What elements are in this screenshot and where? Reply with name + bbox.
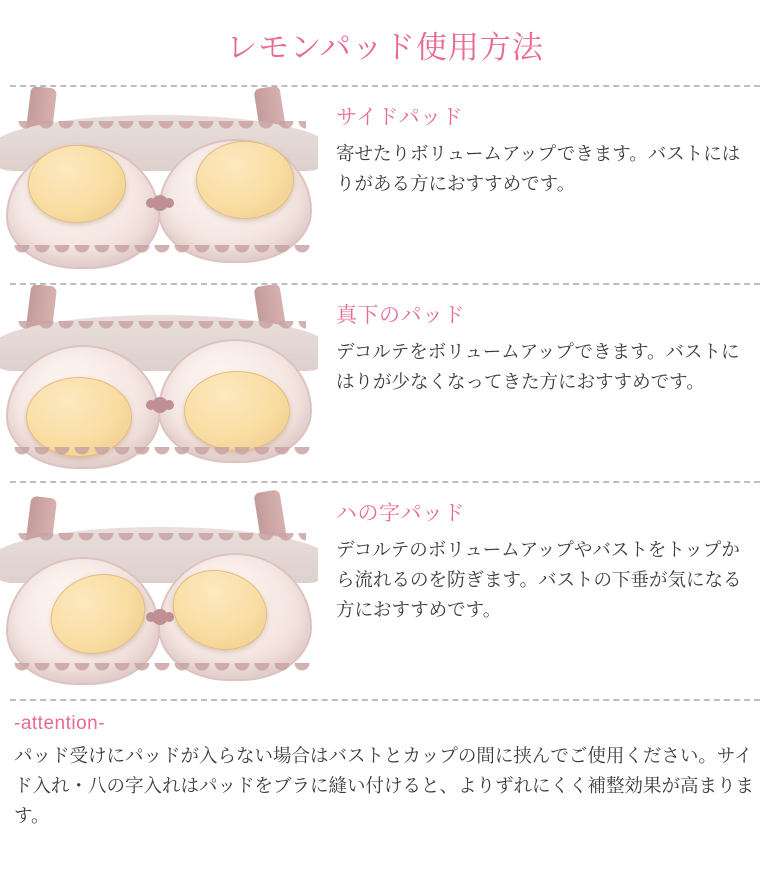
bra-center-bow — [152, 195, 168, 211]
bra-lace-trim — [16, 321, 306, 341]
page-title: レモンパッド使用方法 — [226, 30, 544, 65]
section-bottom-pad — [0, 285, 770, 481]
bra-center-bow — [152, 609, 168, 625]
section-v-shape-pad — [0, 483, 770, 699]
pad-description: 寄せたりボリュームアップできます。バストにはりがある方におすすめです。 — [336, 143, 741, 194]
section-side-pad — [0, 87, 770, 283]
attention-text: パッド受けにパッドが入らない場合はバストとカップの間に挟んでご使用ください。サイド入れ・八の字入れはパッドをブラに縫い付けると、よりずれにくく補整効果が高まります。 — [14, 745, 755, 826]
bra-with-v-shape-pads-photo — [0, 483, 318, 699]
bra-illustration-1 — [0, 87, 318, 283]
bra-with-bottom-pads-photo — [0, 285, 318, 481]
bra-lace-bottom — [12, 245, 312, 265]
pad-type-label: 真下のパッド — [336, 304, 465, 327]
bra-lace-trim — [16, 121, 306, 141]
bra-illustration-3 — [0, 483, 318, 699]
pad-type-label: ハの字パッド — [336, 502, 465, 525]
section-2-text — [318, 285, 770, 407]
attention-section — [0, 701, 770, 831]
lemon-pad-left — [26, 377, 132, 457]
bra-illustration-2 — [0, 285, 318, 481]
bra-lace-bottom — [12, 663, 312, 683]
lemon-pad-right — [184, 371, 290, 451]
lemon-pad-left — [28, 145, 126, 223]
lemon-pad-right — [196, 141, 294, 219]
pad-description: デコルテのボリュームアップやバストをトップから流れるのを防ぎます。バストの下垂が気になる方におすすめです。 — [336, 539, 742, 620]
section-3-text — [318, 483, 770, 635]
section-1-text — [318, 87, 770, 209]
bra-center-bow — [152, 397, 168, 413]
bra-lace-bottom — [12, 447, 312, 467]
attention-title: -attention- — [14, 713, 106, 734]
bra-with-side-pads-photo — [0, 87, 318, 283]
bra-lace-trim — [16, 533, 306, 553]
pad-type-label: サイドパッド — [336, 106, 464, 129]
pad-description: デコルテをボリュームアップできます。バストにはりが少なくなってきた方におすすめです。 — [336, 341, 740, 392]
